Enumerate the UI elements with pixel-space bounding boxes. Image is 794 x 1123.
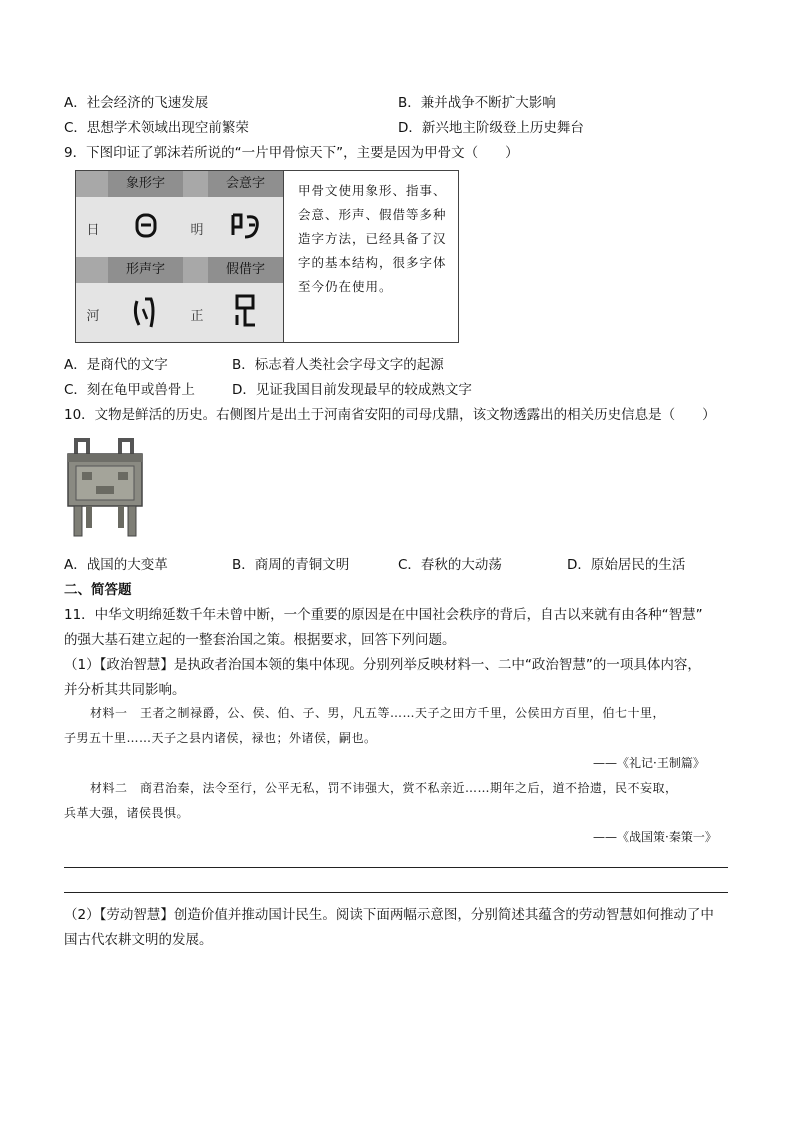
fig-description: 甲骨文使用象形、指事、会意、形声、假借等多种造字方法，已经具备了汉字的基本结构，很多字体至今仍在使用。 (283, 171, 458, 342)
simuwu-ding-image (62, 436, 148, 540)
material-2-line2: 兵革大强，诸侯畏惧。 (64, 806, 190, 820)
oracle-ming-glyph (229, 209, 263, 241)
q11-stem-line2: 的强大基石建立起的一整套治国之策。根据要求，回答下列问题。 (64, 632, 456, 648)
q9-option-a: A．是商代的文字 (64, 357, 168, 373)
q11-part2-line1: （2）【劳动智慧】创造价值并推动国计民生。阅读下面两幅示意图，分别简述其蕴含的劳动智慧如何推动了中 (64, 907, 714, 923)
q11-part1-line1: （1）【政治智慧】是执政者治国本领的集中体现。分别列举反映材料一、二中“政治智慧”的一项具体内容， (64, 657, 701, 673)
material-2-line1: 材料二 商君治秦，法令至行，公平无私，罚不讳强大，赏不私亲近……期年之后，道不拾遗，民不妄取， (90, 781, 678, 795)
fig-header-loan: 假借字 (208, 257, 283, 283)
q8-option-b: B．兼并战争不断扩大影响 (398, 95, 556, 111)
q8-option-a: A．社会经济的飞速发展 (64, 95, 209, 111)
q10-option-b: B．商周的青铜文明 (232, 557, 350, 573)
fig-header-phonosemantic: 形声字 (108, 257, 183, 283)
oracle-bone-figure (75, 170, 459, 343)
oracle-ri-glyph (131, 211, 161, 241)
fig-label-ri: 日 (86, 223, 100, 238)
q9-option-c: C．刻在龟甲或兽骨上 (64, 382, 195, 398)
q11-stem-line1: 11．中华文明绵延数千年未曾中断，一个重要的原因是在中国社会秩序的背后，自古以来就有由各种“智慧” (64, 607, 703, 623)
fig-label-zheng: 正 (190, 309, 204, 324)
fig-label-ming: 明 (190, 223, 204, 238)
material-2-source: ——《战国策·秦策一》 (593, 830, 717, 844)
answer-line-1 (64, 867, 728, 868)
material-1-line1: 材料一 王者之制禄爵，公、侯、伯、子、男，凡五等……天子之田方千里，公侯田方百里，伯七十里， (90, 706, 666, 720)
oracle-he-glyph (131, 295, 161, 331)
q9-option-b: B．标志着人类社会字母文字的起源 (232, 357, 444, 373)
q11-part1-line2: 并分析其共同影响。 (64, 682, 186, 698)
fig-header-pictograph: 象形字 (108, 171, 183, 197)
section-title: 二、简答题 (64, 582, 132, 598)
q8-option-c: C．思想学术领域出现空前繁荣 (64, 120, 249, 136)
q9-stem: 9．下图印证了郭沫若所说的“一片甲骨惊天下”，主要是因为甲骨文（ ） (64, 145, 519, 161)
q10-option-c: C．春秋的大动荡 (398, 557, 502, 573)
q8-option-d: D．新兴地主阶级登上历史舞台 (398, 120, 584, 136)
answer-line-2 (64, 892, 728, 893)
fig-label-he: 河 (86, 309, 100, 324)
material-1-source: ——《礼记·王制篇》 (593, 756, 705, 770)
q10-stem: 10．文物是鲜活的历史。右侧图片是出土于河南省安阳的司母戊鼎，该文物透露出的相关历史信息是（ ） (64, 407, 716, 423)
oracle-zheng-glyph (229, 293, 263, 331)
material-1-line2: 子男五十里……天子之县内诸侯，禄也；外诸侯，嗣也。 (64, 731, 377, 745)
q10-option-a: A．战国的大变革 (64, 557, 168, 573)
q9-option-d: D．见证我国目前发现最早的较成熟文字 (232, 382, 472, 398)
fig-header-ideograph: 会意字 (208, 171, 283, 197)
q11-part2-line2: 国古代农耕文明的发展。 (64, 932, 213, 948)
q10-option-d: D．原始居民的生活 (567, 557, 686, 573)
